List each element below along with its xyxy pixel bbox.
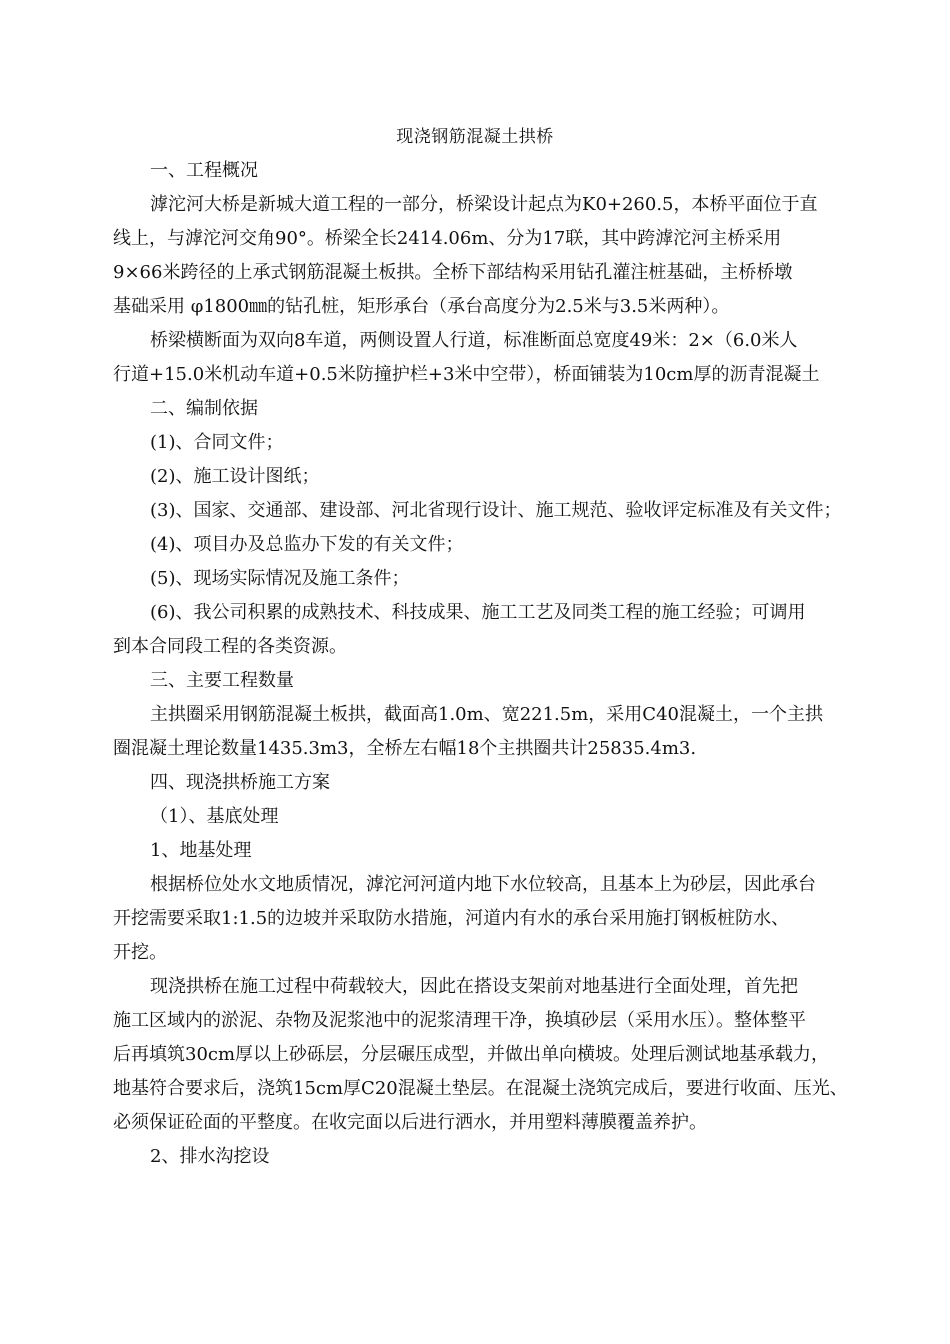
section-heading-quantities: 三、主要工程数量 [150,670,294,691]
section-heading-overview: 一、工程概况 [150,160,258,181]
list-item: (4)、项目办及总监办下发的有关文件； [150,534,464,555]
list-item: (2)、施工设计图纸； [150,466,320,487]
paragraph-line: 地基符合要求后，浇筑15cm厚C20混凝土垫层。在混凝土浇筑完成后，要进行收面、压光、 [113,1078,848,1099]
paragraph-line: 行道+15.0米机动车道+0.5米防撞护栏+3米中空带），桥面铺装为10cm厚的沥青混凝土 [113,364,820,385]
paragraph-line: 后再填筑30cm厚以上砂砾层，分层碾压成型，并做出单向横坡。处理后测试地基承载力， [113,1044,830,1065]
list-item: (5)、现场实际情况及施工条件； [150,568,410,589]
list-item: (6)、我公司积累的成熟技术、科技成果、施工工艺及同类工程的施工经验；可调用 [150,602,806,623]
subsection-heading: （1）、基底处理 [150,806,279,827]
paragraph-line: 开挖。 [113,942,167,963]
section-heading-basis: 二、编制依据 [150,398,258,419]
paragraph-line: 根据桥位处水文地质情况，滹沱河河道内地下水位较高，且基本上为砂层，因此承台 [150,874,816,895]
paragraph-line: 开挖需要采取1:1.5的边坡并采取防水措施，河道内有水的承台采用施打钢板桩防水、 [113,908,790,929]
document-title: 现浇钢筋混凝土拱桥 [396,127,554,147]
paragraph-line: 到本合同段工程的各类资源。 [113,636,347,657]
paragraph-line: 9×66米跨径的上承式钢筋混凝土板拱。全桥下部结构采用钻孔灌注桩基础，主桥桥墩 [113,262,793,283]
paragraph-line: 线上，与滹沱河交角90°。桥梁全长2414.06m、分为17联，其中跨滹沱河主桥采用 [113,228,782,249]
paragraph-line: 圈混凝土理论数量1435.3m3，全桥左右幅18个主拱圈共计25835.4m3. [113,738,697,759]
paragraph-line: 桥梁横断面为双向8车道，两侧设置人行道，标准断面总宽度49米：2×（6.0米人 [150,330,798,351]
paragraph-line: 滹沱河大桥是新城大道工程的一部分，桥梁设计起点为K0+260.5，本桥平面位于直 [150,194,818,215]
paragraph-line: 现浇拱桥在施工过程中荷载较大，因此在搭设支架前对地基进行全面处理，首先把 [150,976,798,997]
subsection-heading: 2、排水沟挖设 [150,1146,270,1167]
document-body [113,154,849,1174]
paragraph-line: 施工区域内的淤泥、杂物及泥浆池中的泥浆清理干净，换填砂层（采用水压）。整体整平 [113,1010,806,1031]
section-heading-plan: 四、现浇拱桥施工方案 [150,772,330,793]
paragraph-line: 主拱圈采用钢筋混凝土板拱，截面高1.0m、宽221.5m，采用C40混凝土，一个主拱 [150,704,823,725]
subsection-heading: 1、地基处理 [150,840,252,861]
paragraph-line: 必须保证砼面的平整度。在收完面以后进行洒水，并用塑料薄膜覆盖养护。 [113,1112,707,1133]
list-item: (3)、国家、交通部、建设部、河北省现行设计、施工规范、验收评定标准及有关文件； [150,500,842,521]
paragraph-line: 基础采用 φ1800㎜的钻孔桩，矩形承台（承台高度分为2.5米与3.5米两种）。 [113,296,730,317]
list-item: (1)、合同文件； [150,432,284,453]
